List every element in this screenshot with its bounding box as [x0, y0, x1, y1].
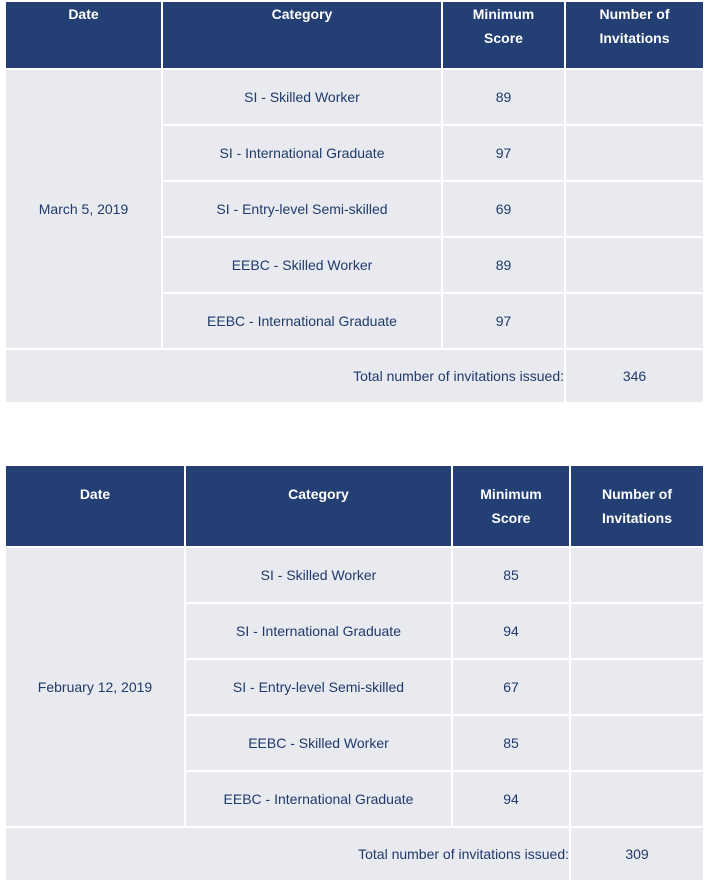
total-invitations-value: 346: [565, 349, 704, 403]
total-row: [5, 349, 704, 403]
category-cell: EEBC - Skilled Worker: [162, 237, 442, 293]
draw-results-table-2: [4, 464, 705, 882]
number-of-invitations-header: Number of Invitations: [565, 1, 704, 69]
score-cell: 97: [442, 293, 565, 349]
score-cell: 94: [452, 603, 570, 659]
score-cell: 94: [452, 771, 570, 827]
category-cell: EEBC - International Graduate: [185, 771, 452, 827]
draw-results-table-1: [4, 0, 705, 404]
score-cell: 85: [452, 715, 570, 771]
invitations-cell: [570, 659, 704, 715]
draw-date: March 5, 2019: [5, 69, 162, 349]
score-cell: 67: [452, 659, 570, 715]
category-cell: SI - Skilled Worker: [162, 69, 442, 125]
category-cell: SI - International Graduate: [162, 125, 442, 181]
draw-date: February 12, 2019: [5, 547, 185, 827]
score-cell: 89: [442, 237, 565, 293]
minimum-score-header: Minimum Score: [442, 1, 565, 69]
category-cell: SI - Entry-level Semi-skilled: [185, 659, 452, 715]
table-row: [5, 69, 704, 125]
date-header: Date: [5, 1, 162, 69]
invitations-cell: [570, 603, 704, 659]
minimum-score-header: Minimum Score: [452, 465, 570, 547]
invitations-cell: [570, 547, 704, 603]
invitations-cell: [565, 181, 704, 237]
score-cell: 69: [442, 181, 565, 237]
category-cell: SI - Skilled Worker: [185, 547, 452, 603]
invitations-cell: [570, 715, 704, 771]
total-invitations-label: Total number of invitations issued:: [5, 827, 570, 881]
category-cell: EEBC - International Graduate: [162, 293, 442, 349]
category-cell: EEBC - Skilled Worker: [185, 715, 452, 771]
category-header: Category: [185, 465, 452, 547]
invitations-cell: [565, 237, 704, 293]
total-invitations-value: 309: [570, 827, 704, 881]
category-cell: SI - Entry-level Semi-skilled: [162, 181, 442, 237]
invitations-cell: [570, 771, 704, 827]
total-invitations-label: Total number of invitations issued:: [5, 349, 565, 403]
header-row: [5, 1, 704, 69]
invitations-cell: [565, 69, 704, 125]
score-cell: 89: [442, 69, 565, 125]
invitations-cell: [565, 125, 704, 181]
number-of-invitations-header: Number of Invitations: [570, 465, 704, 547]
invitations-cell: [565, 293, 704, 349]
score-cell: 97: [442, 125, 565, 181]
table-row: [5, 547, 704, 603]
total-row: [5, 827, 704, 881]
category-header: Category: [162, 1, 442, 69]
date-header: Date: [5, 465, 185, 547]
score-cell: 85: [452, 547, 570, 603]
category-cell: SI - International Graduate: [185, 603, 452, 659]
header-row: [5, 465, 704, 547]
